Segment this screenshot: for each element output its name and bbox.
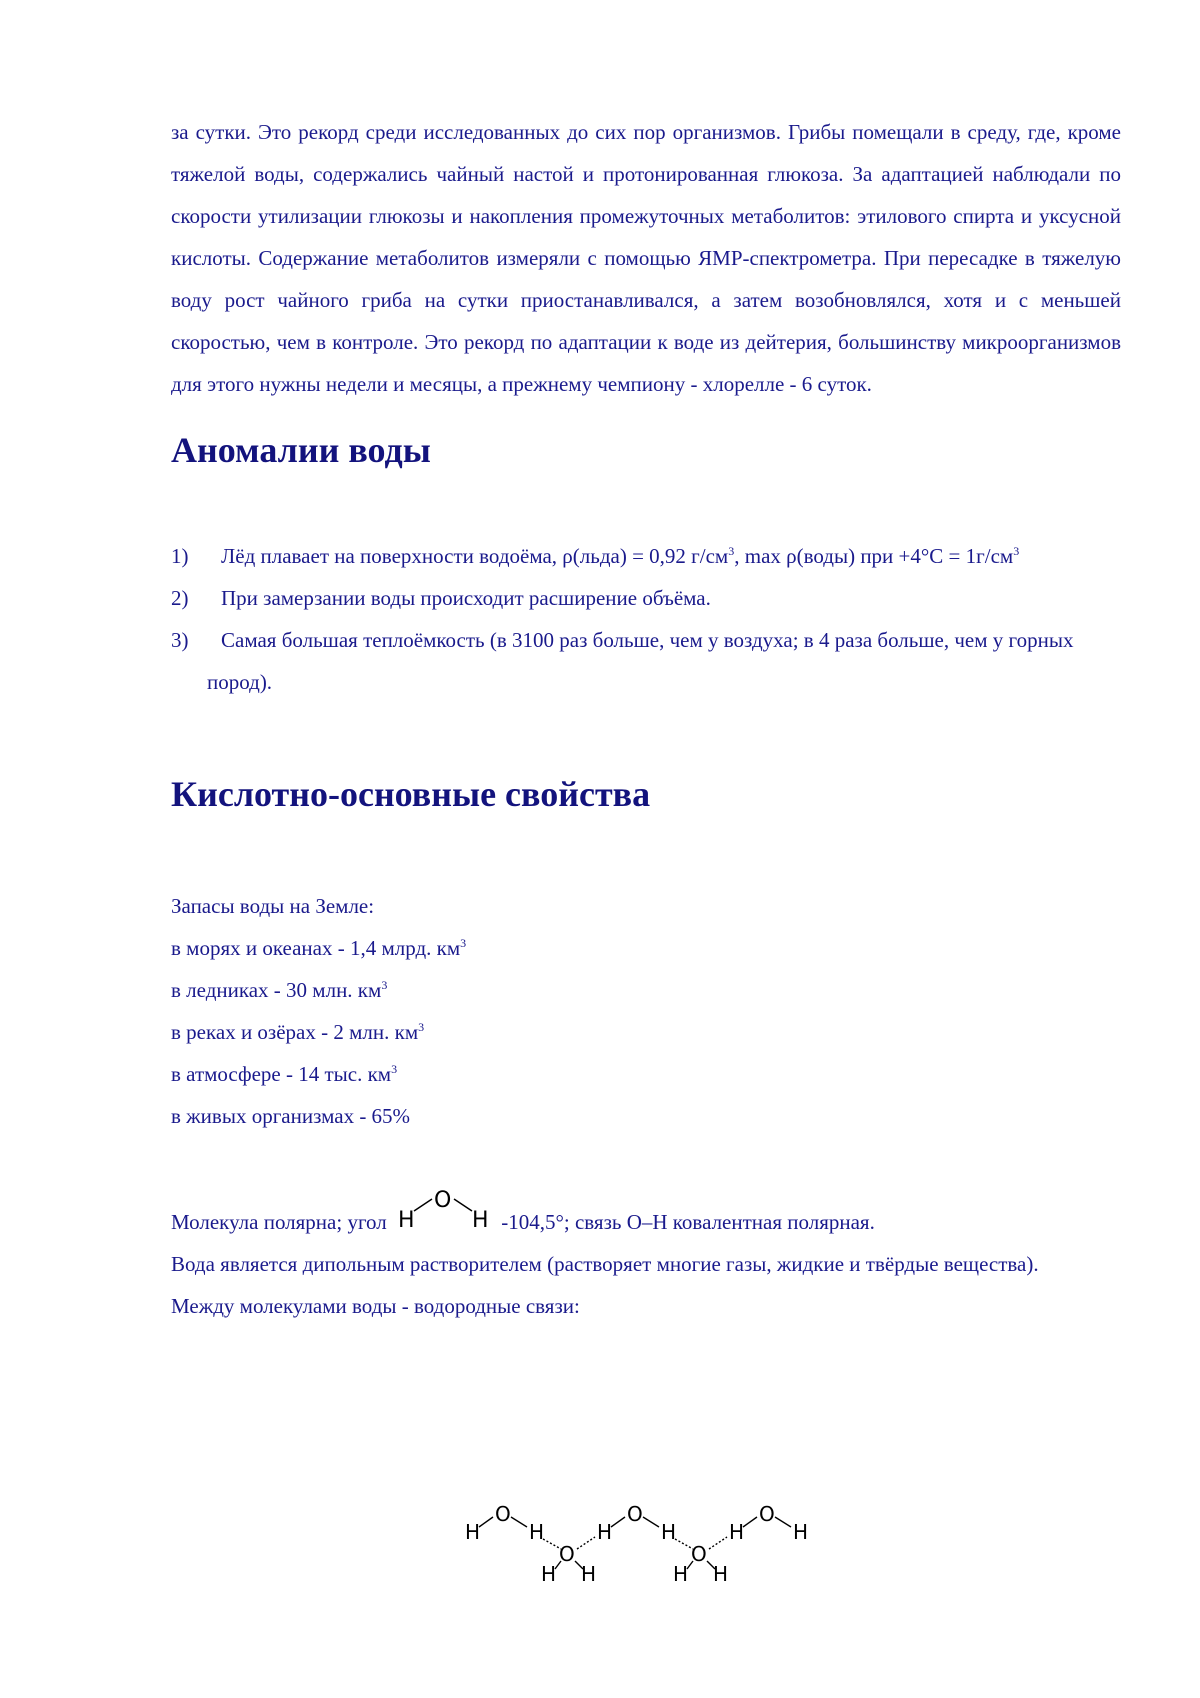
list-number: 3) (171, 628, 189, 652)
reserve-item (171, 1053, 1121, 1095)
h-atom-label: H (529, 1520, 545, 1544)
list-text-part: Лёд плавает на поверхности водоёма, ρ(льда) = 0,92 г/см (221, 544, 729, 568)
o-atom-label: O (495, 1502, 511, 1526)
o-atom-label: O (691, 1542, 707, 1566)
document-content (171, 111, 1121, 1327)
dipole-paragraph: Вода является дипольным растворителем (растворяет многие газы, жидкие и твёрдые вещества). (171, 1252, 1039, 1276)
reserve-item (171, 969, 1121, 1011)
list-text: При замерзании воды происходит расширение объёма. (221, 586, 711, 610)
list-number: 2) (171, 586, 189, 610)
list-item (171, 577, 1121, 619)
o-atom-label: O (434, 1188, 452, 1213)
hydrogen-bond-chain-diagram (463, 1495, 823, 1605)
reserve-text: в морях и океанах - 1,4 млрд. км (171, 936, 461, 960)
h-atom-label: H (597, 1520, 613, 1544)
superscript: 3 (728, 544, 735, 558)
molecule-text-before: Молекула полярна; угол (171, 1210, 387, 1234)
bond-line (414, 1199, 432, 1211)
reserve-text: в ледниках - 30 млн. км (171, 978, 382, 1002)
reserve-item (171, 927, 1121, 969)
list-text (207, 544, 1019, 568)
intro-paragraph: за сутки. Это рекорд среди исследованных до сих пор организмов. Грибы помещали в среду, где, кроме тяжелой воды, содержались чайный настой и протонированная глюкоза. За адаптацией наблюдали по скорости утилизации глюкозы и накопления промежуточных метаболитов: этилового спирта и уксусной кислоты. Содержание метаболитов измеряли с помощью ЯМР-спектрометра. При пересадке в тяжелую воду рост чайного гриба на сутки приостанавливался, а затем возобновлялся, хотя и с меньшей скоростью, чем в контроле. Это рекорд по адаптации к воде из дейтерия, большинству микроорганизмов для этого нужны недели и месяцы, а прежнему чемпиону - хлорелле - 6 суток. (171, 120, 1121, 396)
list-item (171, 619, 1121, 703)
reserves-block (171, 885, 1121, 1137)
superscript: 3 (418, 1020, 425, 1034)
h-atom-label: H (398, 1208, 415, 1233)
water-angle-diagram (396, 1187, 492, 1233)
bond-line (479, 1517, 493, 1527)
h-atom-label: H (581, 1562, 597, 1586)
h-atom-label: H (465, 1520, 481, 1544)
reserve-text: в реках и озёрах - 2 млн. км (171, 1020, 419, 1044)
list-number: 1) (171, 544, 189, 568)
reserve-item (171, 1011, 1121, 1053)
o-atom-label: O (627, 1502, 643, 1526)
reserves-title: Запасы воды на Земле: (171, 894, 375, 918)
bond-line (511, 1517, 527, 1527)
list-text: Самая большая теплоёмкость (в 3100 раз больше, чем у воздуха; в 4 раза больше, чем у горных пород). (207, 628, 1074, 694)
h-atom-label: H (729, 1520, 745, 1544)
reserve-item (171, 1095, 1121, 1137)
h-atom-label: H (713, 1562, 729, 1586)
bond-line (743, 1517, 757, 1527)
molecule-line (171, 1187, 1121, 1243)
reserve-text: в атмосфере - 14 тыс. км (171, 1062, 392, 1086)
bond-line (611, 1517, 625, 1527)
superscript: 3 (1013, 544, 1020, 558)
list-text-part: , max ρ(воды) при +4°C = 1г/см (734, 544, 1014, 568)
bond-line (454, 1199, 472, 1211)
anomalies-list (171, 535, 1121, 703)
list-item (171, 535, 1121, 577)
h-atom-label: H (673, 1562, 689, 1586)
section-heading-anomalies: Аномалии воды (171, 430, 431, 470)
molecule-text-after: -104,5°; связь О–Н ковалентная полярная. (501, 1210, 875, 1234)
hydrogen-bond-dotted (577, 1537, 595, 1549)
bond-line (775, 1517, 791, 1527)
hbonds-text: Между молекулами воды - водородные связи: (171, 1294, 580, 1318)
o-atom-label: O (759, 1502, 775, 1526)
o-atom-label: O (559, 1542, 575, 1566)
h-atom-label: H (541, 1562, 557, 1586)
hydrogen-bond-dotted (709, 1537, 727, 1549)
reserve-text: в живых организмах - 65% (171, 1104, 411, 1128)
superscript: 3 (381, 978, 388, 992)
h-atom-label: H (472, 1208, 489, 1233)
h-atom-label: H (793, 1520, 809, 1544)
superscript: 3 (391, 1062, 398, 1076)
superscript: 3 (460, 936, 467, 950)
bond-line (643, 1517, 659, 1527)
h-atom-label: H (661, 1520, 677, 1544)
section-heading-acid-base: Кислотно-основные свойства (171, 774, 651, 814)
